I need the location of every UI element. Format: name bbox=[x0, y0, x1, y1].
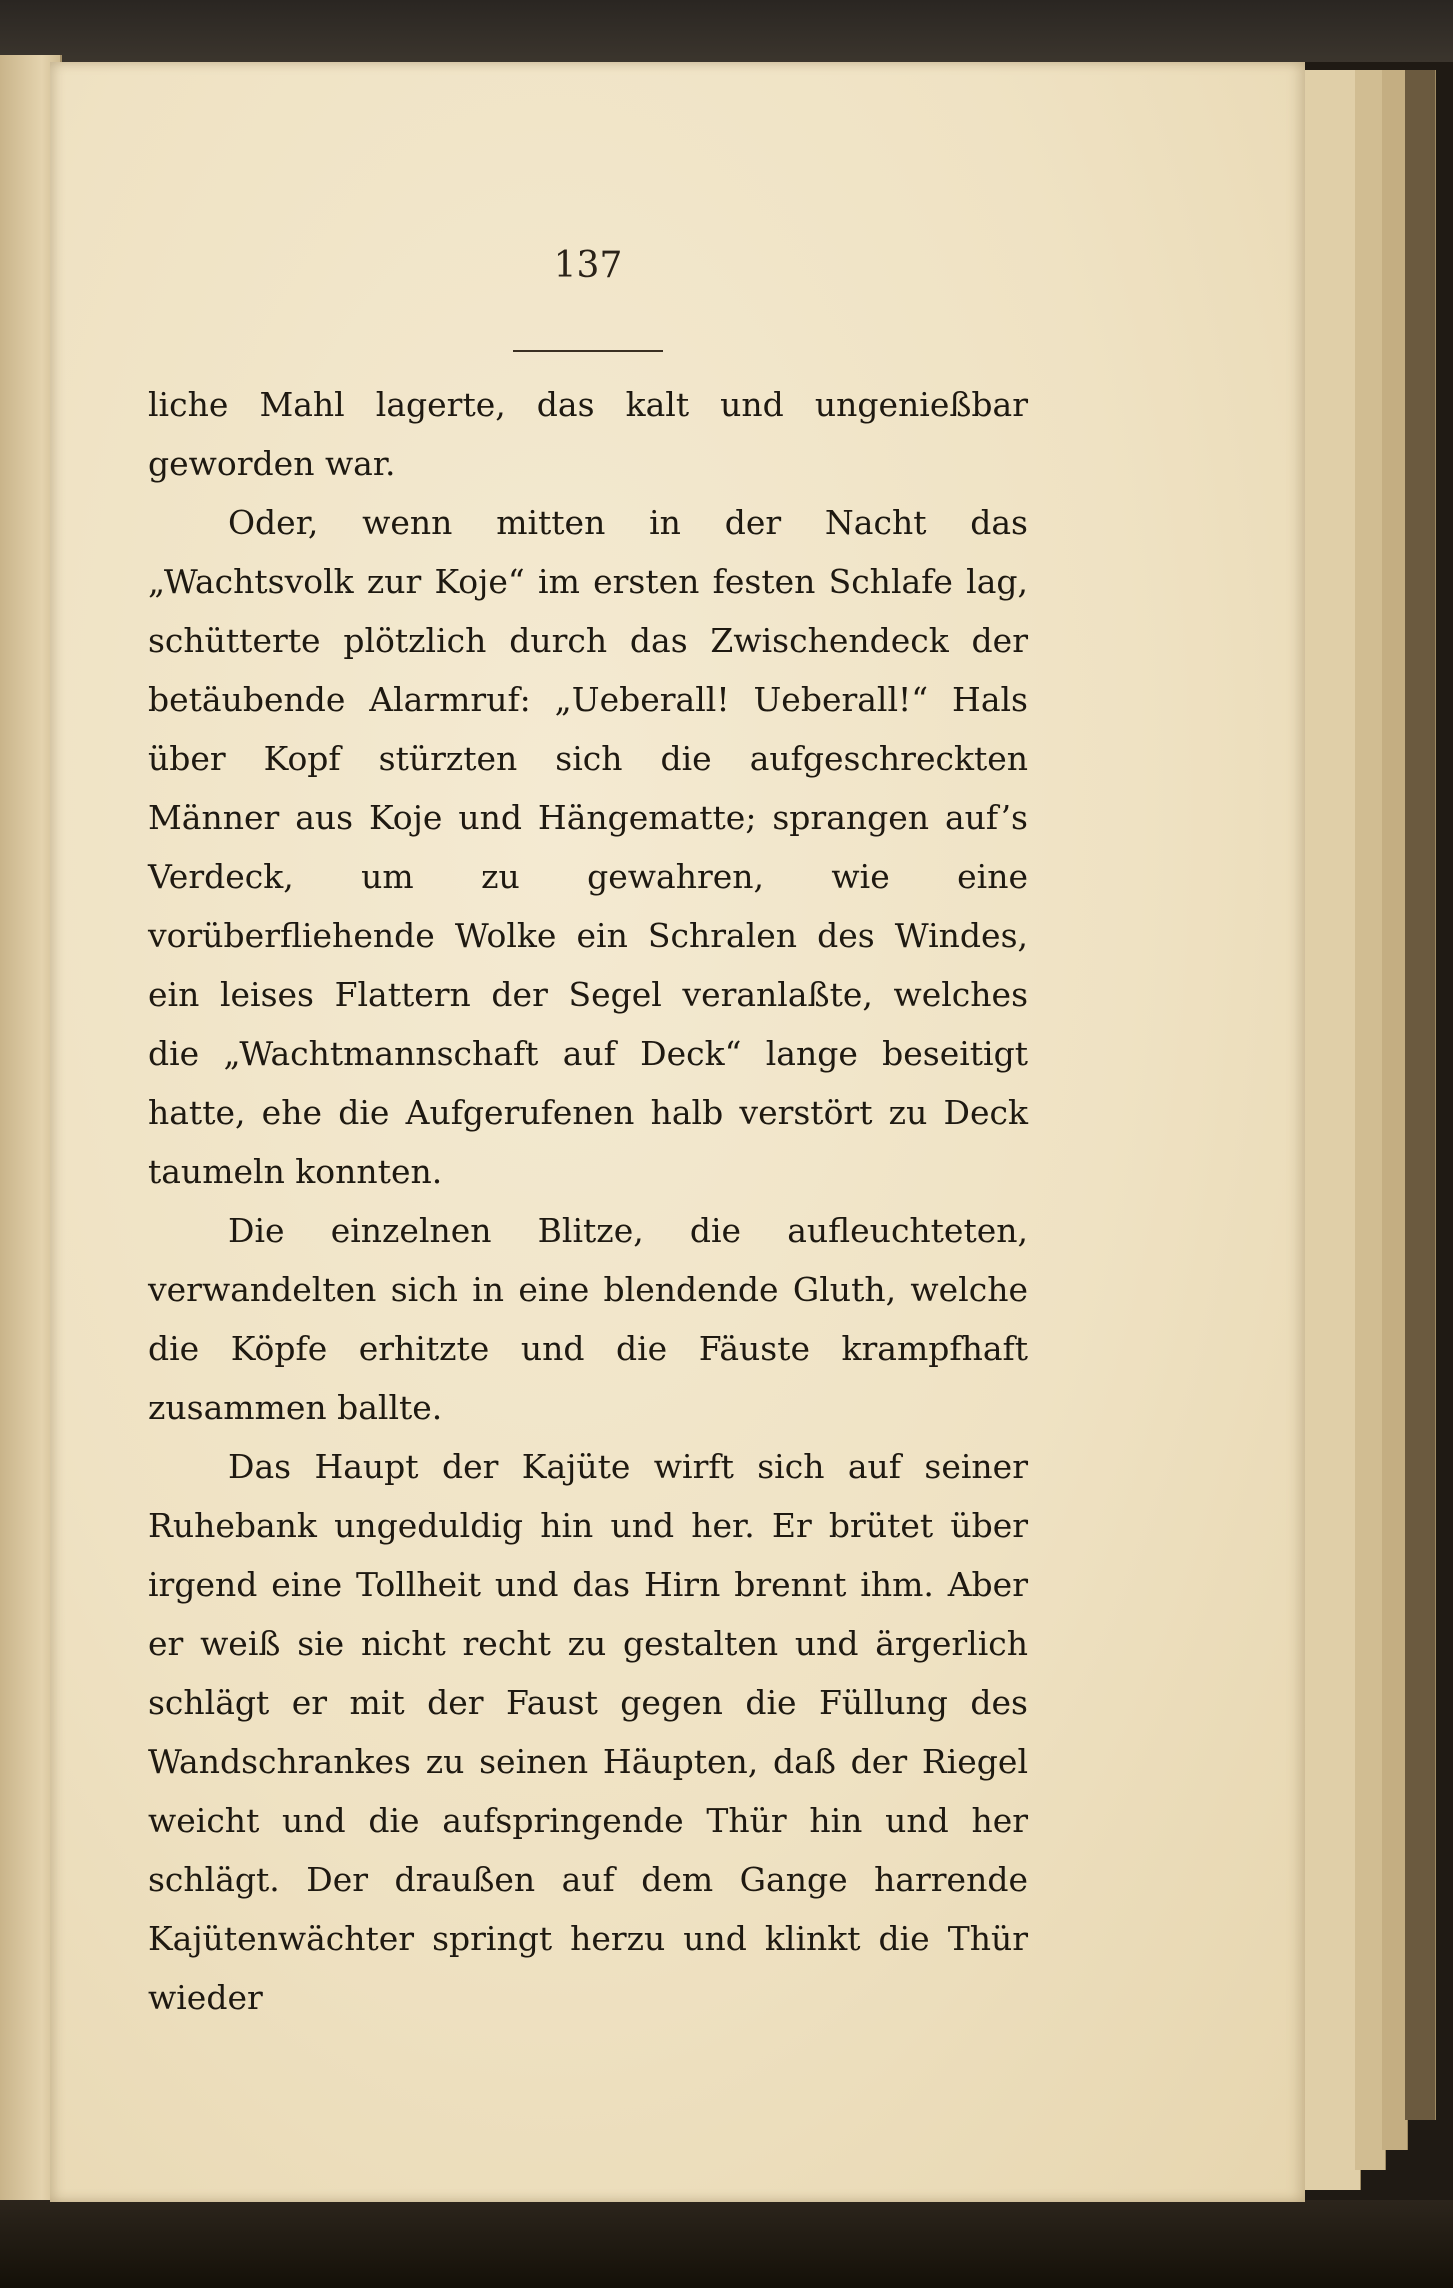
scanner-bed-bottom bbox=[0, 2200, 1453, 2288]
scanner-bed-top bbox=[0, 0, 1453, 62]
book-cover-edge bbox=[1405, 70, 1436, 2120]
paragraph: liche Mahl lagerte, das kalt und ungenießbar geworden war. bbox=[148, 385, 1028, 483]
header-rule bbox=[513, 350, 663, 352]
page-number: 137 bbox=[553, 245, 623, 286]
page-stack-edge bbox=[1300, 70, 1361, 2190]
paragraph: Die einzelnen Blitze, die aufleuchteten, verwandelten sich in eine blendende Gluth, welche die Köpfe erhitzte und die Fäuste krampfhaft zusammen ballte. bbox=[148, 1211, 1028, 1427]
paragraph: Das Haupt der Kajüte wirft sich auf seiner Ruhebank ungeduldig hin und her. Er brütet über irgend eine Tollheit und das Hirn brennt ihm. Aber er weiß sie nicht recht zu gestalten und ärgerlich schlägt er mit der Faust gegen die Füllung des Wandschrankes zu seinen Häupten, daß der Riegel weicht und die aufspringende Thür hin und her schlägt. Der draußen auf dem Gange harrende Kajütenwächter springt herzu und klinkt die Thür wieder bbox=[148, 1447, 1028, 2017]
body-text bbox=[148, 375, 1028, 2027]
paragraph: Oder, wenn mitten in der Nacht das „Wachtsvolk zur Koje“ im ersten festen Schlafe lag, schütterte plötzlich durch das Zwischendeck der betäubende Alarmruf: „Ueberall! Ueberall!“ Hals über Kopf stürzten sich die aufgeschreckten Männer aus Koje und Hängematte; sprangen auf’s Verdeck, um zu gewahren, wie eine vorüberfliehende Wolke ein Schralen des Windes, ein leises Flattern der Segel veranlaßte, welches die „Wachtmannschaft auf Deck“ lange beseitigt hatte, ehe die Aufgerufenen halb verstört zu Deck taumeln konnten. bbox=[148, 503, 1028, 1191]
